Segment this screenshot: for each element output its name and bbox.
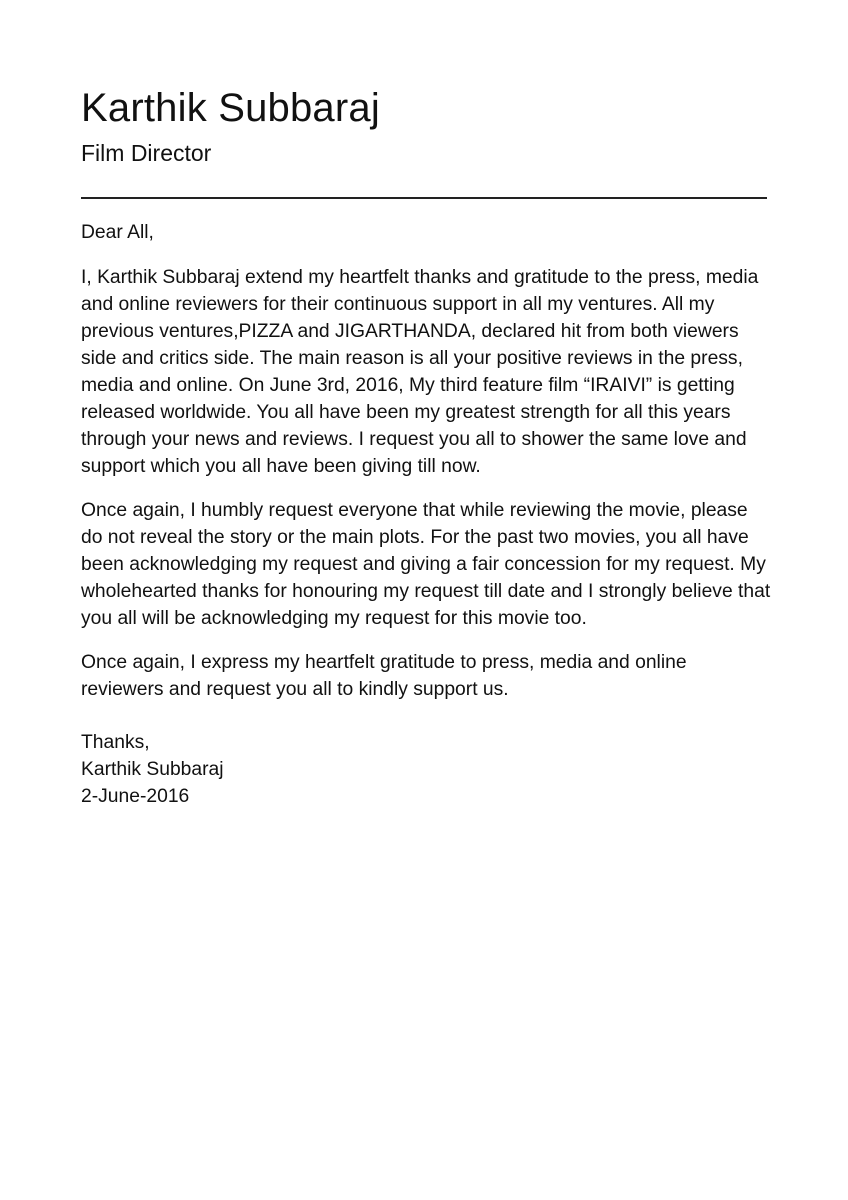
letter-body [81,219,771,810]
paragraph-request: Once again, I humbly request everyone that while reviewing the movie, please do not reveal the story or the main plots. For the past two movies, you all have been acknowledging my request and giving a fair concession for my request. My wholehearted thanks for honouring my request till date and I strongly believe that you all will be acknowledging my request for this movie too. [81,500,771,629]
sender-title: Film Director [81,140,212,166]
letterhead [81,84,767,168]
paragraph-thanks: I, Karthik Subbaraj extend my heartfelt thanks and gratitude to the press, media and online reviewers for their continuous support in all my ventures. All my previous ventures,PIZZA and JIGARTHANDA, declared hit from both viewers side and critics side. The main reason is all your positive reviews in the press, media and online. On June 3rd, 2016, My third feature film “IRAIVI” is getting released worldwide. You all have been my greatest strength for all this years through your news and reviews. I request you all to shower the same love and support which you all have been giving till now. [81,267,759,477]
letterhead-divider [81,197,767,199]
salutation: Dear All, [81,222,154,243]
letter-date: 2-June-2016 [81,786,190,807]
signature-name: Karthik Subbaraj [81,759,224,780]
paragraph-gratitude: Once again, I express my heartfelt gratitude to press, media and online reviewers and request you all to kindly support us. [81,652,687,700]
closing-line: Thanks, [81,732,150,753]
closing-block [81,729,771,810]
sender-name: Karthik Subbaraj [81,86,380,130]
